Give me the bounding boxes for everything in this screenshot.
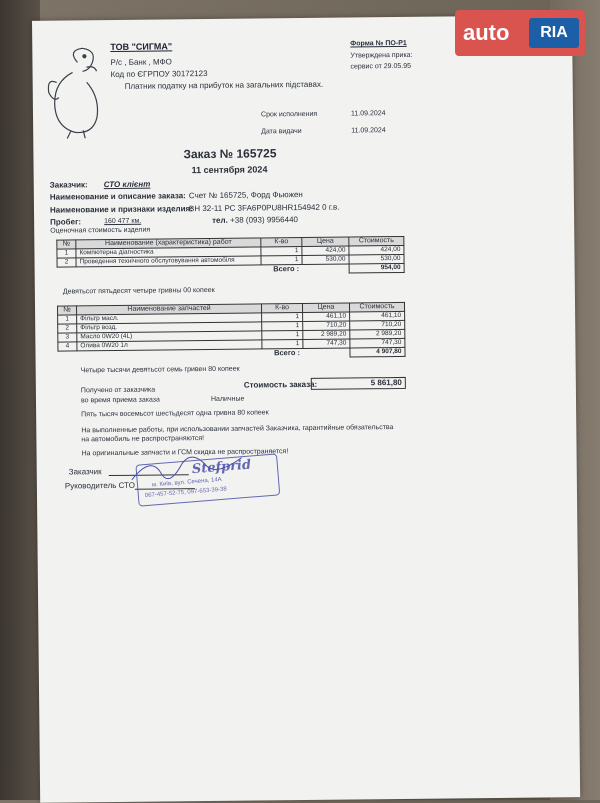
cell-name: Компютерна діагностика	[76, 247, 261, 258]
order-total-value: 5 861,80	[311, 377, 406, 390]
watermark-brand-left: auto	[463, 20, 510, 45]
cell-price: 461,10	[303, 312, 350, 321]
stamp-brand: Stefprid	[191, 457, 252, 478]
customer-sign-label: Заказчик	[68, 467, 102, 477]
col-header: №	[57, 240, 76, 249]
cell-qty: 1	[262, 331, 303, 340]
order-name-value: Счет № 165725, Форд Фьюжен	[188, 190, 303, 201]
mileage-label: Пробег:	[50, 217, 82, 227]
autoria-watermark	[455, 10, 585, 56]
company-name: ТОВ "СИГМА"	[110, 41, 173, 53]
mileage-value: 160 477 км.	[104, 217, 142, 226]
dragon-logo-icon	[42, 42, 113, 143]
cell-qty: 1	[262, 313, 303, 322]
works-total-value: 954,00	[349, 263, 404, 273]
parts-total-value: 4 907,80	[350, 347, 405, 357]
cash-label: Наличные	[210, 395, 245, 403]
form-title: Форма № ПО-Р1	[350, 39, 407, 48]
cell-name: Фільтр масл.	[77, 313, 262, 324]
bank-line: Р/с , Банк , МФО	[110, 57, 172, 68]
issue-date-value: 11.09.2024	[351, 127, 386, 135]
col-header: Цена	[302, 237, 349, 246]
col-header: Стоимость	[349, 236, 404, 246]
customer-label: Заказчик:	[49, 180, 88, 190]
cell-price: 710,20	[303, 321, 350, 330]
cell-n: 4	[58, 342, 77, 351]
col-header: К-во	[261, 304, 302, 313]
watermark-brand-right: RIA	[529, 18, 579, 48]
works-table	[56, 236, 404, 277]
order-name-label: Наименование и описание заказа:	[49, 191, 186, 202]
warranty-note: На выполненные работы, при использовании запчастей Заказчика, гарантийные обязательства на автомобиль не распространяются!	[81, 424, 394, 444]
cell-name: Проведення технічного обслуговування автомобіля	[76, 256, 261, 267]
cell-sum: 710,20	[350, 320, 405, 330]
cell-name: Масло 0W20 (4L)	[77, 331, 262, 342]
issue-date-label: Дата видачи	[261, 128, 302, 136]
estimated-cost-label: Оценочная стоимость изделия	[50, 226, 151, 235]
cell-sum: 2 989,20	[350, 329, 405, 339]
stamp-phones: 067-457-52-75, 097-653-39-38	[144, 486, 227, 500]
product-label: Наименование и признаки изделия:	[49, 204, 193, 215]
customer-value: СТО клієнт	[103, 179, 151, 190]
stamp-address: м. Київ, вул. Сечена, 14А	[151, 476, 222, 489]
tax-status: Платник податку на прибуток на загальних підставах.	[124, 79, 324, 91]
col-header: Цена	[302, 303, 349, 312]
cell-sum: 747,30	[350, 338, 405, 348]
parts-table	[57, 302, 406, 361]
col-header: К-во	[261, 238, 302, 247]
order-date: 11 сентября 2024	[191, 164, 268, 176]
received-label: Получено от заказчика	[80, 386, 156, 395]
col-header: Стоимость	[349, 302, 404, 312]
parts-total-words: Четыре тысячи девятьсот семь гривен 80 копеек	[80, 365, 240, 375]
cell-qty: 1	[261, 247, 302, 256]
signature-icon	[127, 449, 247, 490]
cell-price: 530,00	[302, 255, 349, 264]
order-total-label: Стоимость заказа:	[243, 379, 318, 390]
parts-total-label: Всего :	[274, 348, 301, 358]
cell-n: 2	[58, 324, 77, 333]
phone-value: +38 (093) 9956440	[230, 215, 299, 225]
cell-name: Фільтр возд.	[77, 322, 262, 333]
cell-n: 1	[58, 315, 77, 324]
order-title: Заказ № 165725	[183, 146, 277, 162]
cell-price: 747,30	[303, 339, 350, 348]
product-value: ВН 32-11 РС 3FA6P0PU8HR154942 0 г.в.	[188, 202, 340, 214]
edrpou-code: Код по ЄГРПОУ 30172123	[110, 68, 208, 80]
cell-n: 2	[57, 258, 76, 267]
form-approved: Утверждена прика:	[350, 51, 413, 60]
cell-sum: 461,10	[350, 311, 405, 321]
col-header: Наименование (характеристика) работ	[76, 238, 261, 249]
discount-note: На оригинальные запчасти и ГСМ скидка не распространяется!	[81, 448, 289, 458]
cell-n: 3	[58, 333, 77, 342]
cell-qty: 1	[262, 322, 303, 331]
deadline-label: Срок исполнения	[260, 110, 318, 119]
cell-price: 424,00	[302, 246, 349, 255]
cell-sum: 530,00	[349, 254, 404, 264]
cell-qty: 1	[262, 340, 303, 349]
order-document	[32, 15, 580, 803]
col-header: №	[58, 306, 77, 315]
form-date: сервис от 29.05.95	[350, 62, 412, 71]
manager-label: Руководитель СТО	[64, 480, 135, 491]
cell-sum: 424,00	[349, 245, 404, 255]
col-header: Наименование запчастей	[77, 304, 262, 315]
order-total-words: Пять тысяч восемьсот шестьдесят одна гривна 80 копеек	[81, 409, 269, 419]
works-total-words: Девятьсот пятьдесят четыре гривны 00 копеек	[62, 286, 215, 296]
cell-price: 2 989,20	[303, 330, 350, 339]
deadline-value: 11.09.2024	[350, 110, 386, 118]
cell-qty: 1	[261, 256, 302, 265]
works-total-label: Всего :	[273, 264, 300, 274]
cell-n: 1	[57, 249, 76, 258]
cell-name: Олива 0W20 1л	[77, 340, 262, 351]
phone-label: тел.	[212, 215, 228, 225]
received-sub: во время приема заказа	[80, 396, 160, 405]
